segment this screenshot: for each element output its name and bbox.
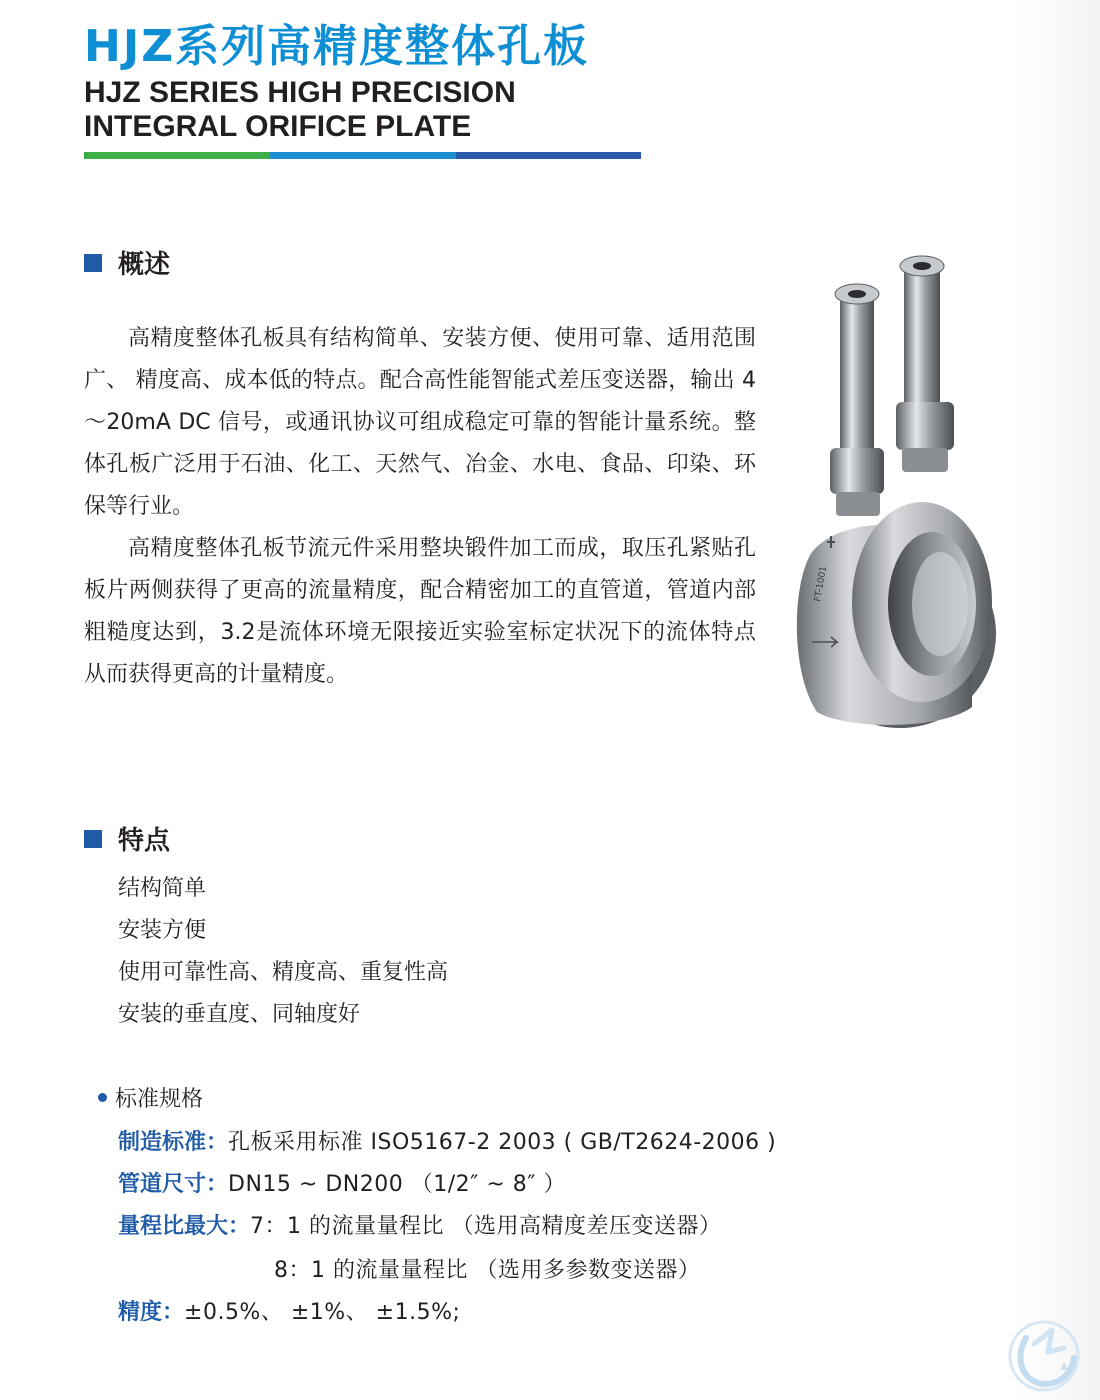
page-title-cn: HJZ系列高精度整体孔板 (84, 21, 590, 72)
specs-heading (98, 1082, 203, 1113)
right-tube-opening (913, 262, 931, 270)
title-en-line1: HJZ SERIES HIGH PRECISION (84, 76, 516, 109)
spec-label: 精度： (118, 1300, 185, 1325)
left-pressure-tap-tube (840, 292, 874, 462)
features-list (118, 868, 448, 1036)
brand-logo-icon (1004, 1318, 1084, 1394)
spec-label: 量程比最大： (118, 1214, 251, 1239)
round-bullet-icon (98, 1093, 107, 1102)
right-hex-nut (896, 402, 954, 450)
feature-item: 安装的垂直度、同轴度好 (118, 1002, 361, 1027)
feature-item: 使用可靠性高、精度高、重复性高 (118, 960, 449, 985)
bar-light-blue-segment (270, 152, 456, 159)
feature-item: 结构简单 (118, 876, 207, 901)
right-pressure-tap-tube (904, 264, 940, 414)
spec-value: ±0.5%、 ±1%、 ±1.5%; (184, 1300, 461, 1325)
page-edge-shading (1012, 0, 1100, 1400)
spec-row (118, 1122, 776, 1164)
page-title-en (84, 76, 516, 144)
overview-paragraph: 高精度整体孔板节流元件采用整块锻件加工而成，取压孔紧贴孔板片两侧获得了更高的流量精度，配合精密加工的直管道，管道内部粗糙度达到，3.2是流体环境无限接近实验室标定状况下的流体特点从而获得更高的计量精度。 (84, 536, 756, 687)
specs-heading-label: 标准规格 (115, 1087, 204, 1112)
spec-value: DN15 ~ DN200 （1/2″ ~ 8″ ） (228, 1172, 566, 1197)
orifice-plate-photo (772, 252, 1002, 730)
bore-highlight (912, 552, 968, 656)
left-hex-nut (830, 448, 884, 494)
section-heading-label: 概述 (118, 250, 171, 280)
overview-paragraph: 高精度整体孔板具有结构简单、安装方便、使用可靠、适用范围广、 精度高、成本低的特点。配合高性能智能式差压变送器，输出 4～20mA DC 信号，或通讯协议可组成稳定可靠的智能计量系统。整体孔板广泛用于石油、化工、天然气、冶金、水电、食品、印染、环保等行业。 (84, 326, 756, 519)
bar-green-segment (84, 152, 270, 159)
bar-dark-blue-segment (456, 152, 641, 159)
left-tube-opening (848, 290, 866, 298)
spec-label: 管道尺寸： (118, 1172, 229, 1197)
feature-item: 安装方便 (118, 918, 207, 943)
spec-row (274, 1250, 700, 1292)
right-weld-base (902, 448, 948, 472)
spec-value: 8：1 的流量量程比 （选用多参数变送器） (274, 1258, 701, 1283)
title-underline-bar (84, 152, 641, 159)
section-heading-label: 特点 (118, 826, 171, 856)
spec-label: 制造标准： (118, 1130, 229, 1155)
overview-body (84, 318, 756, 696)
title-en-line2: INTEGRAL ORIFICE PLATE (84, 110, 472, 143)
square-bullet-icon (84, 830, 102, 848)
spec-row (118, 1164, 566, 1206)
spec-row (118, 1292, 460, 1334)
spec-value: 孔板采用标准 ISO5167-2 2003 ( GB/T2624-2006 ) (228, 1130, 777, 1155)
left-weld-base (836, 492, 880, 516)
tag-number: FT-1001 (813, 565, 830, 603)
section-heading-features (84, 820, 170, 857)
section-heading-overview (84, 244, 170, 281)
square-bullet-icon (84, 254, 102, 272)
spec-row (118, 1206, 722, 1248)
spec-value: 7：1 的流量量程比 （选用高精度差压变送器） (250, 1214, 722, 1239)
